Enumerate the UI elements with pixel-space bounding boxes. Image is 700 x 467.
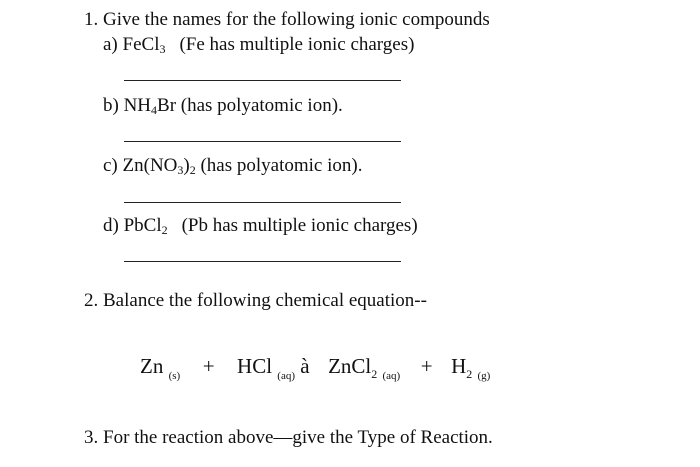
q1a-note: (Fe has multiple ionic charges) xyxy=(179,34,415,55)
q1b-label: b) xyxy=(103,95,124,116)
q1b-note: (has polyatomic ion). xyxy=(176,95,343,116)
q1b-formula: $NH_4Br$ xyxy=(123,95,177,117)
eq-zncl: ZnCl$_2$ xyxy=(328,354,378,381)
question-1d xyxy=(103,215,418,237)
q1d-formula: PbCl$_2$ xyxy=(123,215,168,237)
eq-hcl: HCl xyxy=(237,354,273,378)
question-1c xyxy=(103,155,362,177)
eq-plus-1: + xyxy=(202,354,215,378)
answer-blank-1d[interactable] xyxy=(124,261,401,262)
eq-zn-state: (s) xyxy=(168,370,181,382)
eq-hcl-state: (aq) xyxy=(277,370,296,382)
answer-blank-1a[interactable] xyxy=(124,80,401,81)
question-1a xyxy=(103,34,414,56)
eq-plus-2: + xyxy=(420,354,433,378)
chemical-equation xyxy=(140,354,491,382)
q1a-formula: FeCl$_3$ xyxy=(122,34,166,56)
question-3-prompt: 3. For the reaction above—give the Type of Reaction. xyxy=(84,427,493,448)
question-1-prompt: 1. Give the names for the following ionic compounds xyxy=(84,9,490,30)
eq-zncl-state: (aq) xyxy=(382,370,401,382)
eq-h2: $H_2$ xyxy=(451,354,473,381)
q1d-label: d) xyxy=(103,215,124,236)
eq-arrow: à xyxy=(300,354,310,378)
answer-blank-1c[interactable] xyxy=(124,202,401,203)
q1d-note: (Pb has multiple ionic charges) xyxy=(181,215,418,236)
q1a-label: a) xyxy=(103,34,123,55)
q1c-label: c) xyxy=(103,155,123,176)
question-2-prompt: 2. Balance the following chemical equation-- xyxy=(84,290,427,311)
q1c-note: (has polyatomic ion). xyxy=(195,155,363,176)
answer-blank-1b[interactable] xyxy=(124,141,401,142)
eq-zn: Zn xyxy=(140,354,164,378)
eq-h2-state: (g) xyxy=(477,370,491,382)
q1c-formula: $Zn(NO_3)_2$ xyxy=(122,155,196,177)
question-1b xyxy=(103,95,343,117)
